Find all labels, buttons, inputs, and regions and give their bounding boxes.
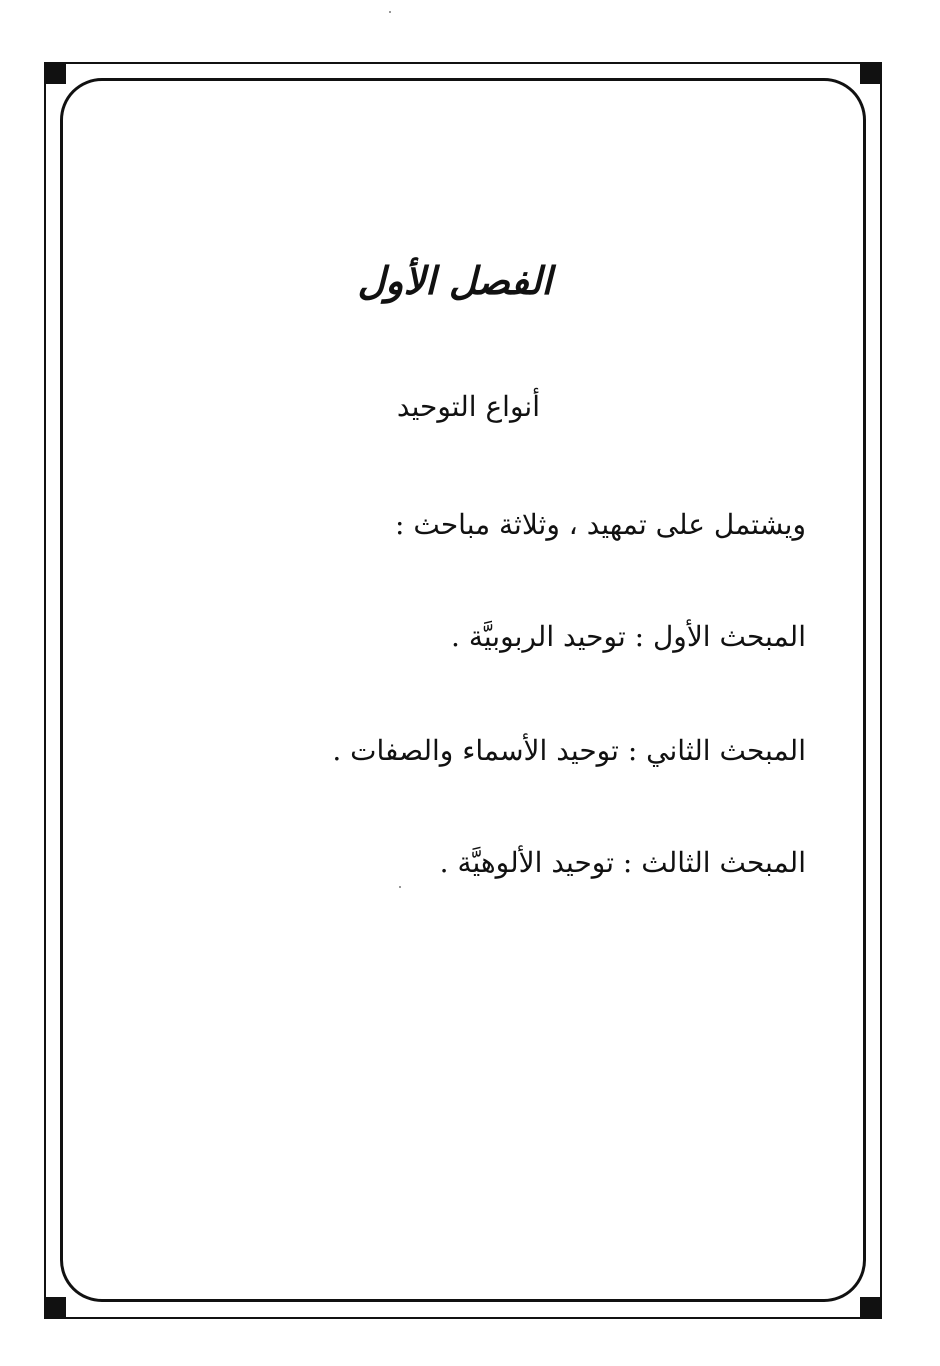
chapter-title: الفصل الأول [357,258,552,303]
chapter-intro: ويشتمل على تمهيد ، وثلاثة مباحث : [395,508,806,541]
list-item: المبحث الثالث : توحيد الألوهيَّة . [439,846,806,879]
section-title: أنواع التوحيد [396,390,540,423]
list-item: المبحث الثاني : توحيد الأسماء والصفات . [332,734,806,767]
list-item: المبحث الأول : توحيد الربوبيَّة . [451,620,806,653]
